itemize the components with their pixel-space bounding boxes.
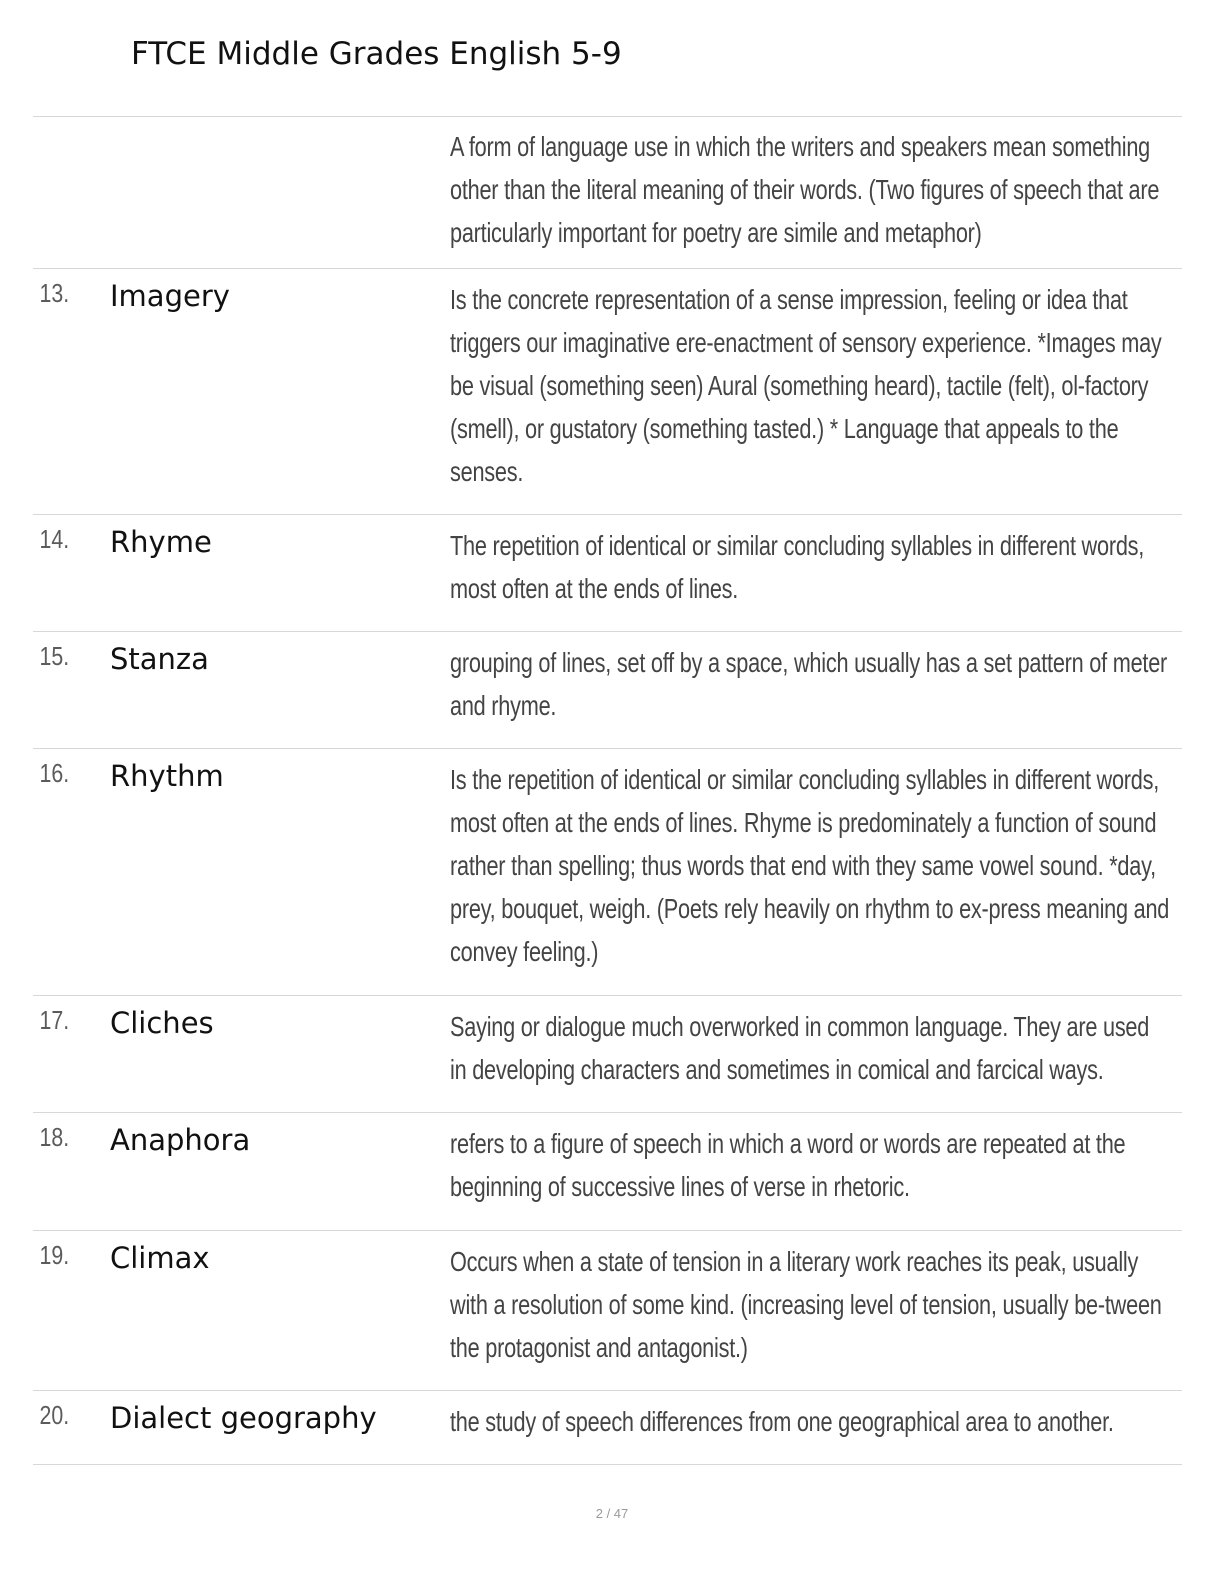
- entry-term: Anaphora: [110, 1123, 251, 1157]
- table-row: [33, 116, 1182, 268]
- table-row: [33, 514, 1182, 631]
- entry-definition-text: Occurs when a state of tension in a literary work reaches its peak, usually with a resolution of some kind. (increasing level of tension, usually be-tween the protagonist and antagonist.): [450, 1246, 1162, 1363]
- entry-definition: [450, 758, 1190, 995]
- entry-number: 14.: [39, 524, 70, 554]
- entry-definition-text: the study of speech differences from one geographical area to another.: [450, 1406, 1114, 1437]
- entry-number: 19.: [39, 1240, 70, 1270]
- entry-number: 18.: [39, 1122, 70, 1152]
- entry-definition: [450, 1400, 1190, 1464]
- entry-definition-text: Saying or dialogue much overworked in common language. They are used in developing characters and sometimes in comical and farcical ways.: [450, 1011, 1150, 1085]
- entry-definition: [450, 1122, 1190, 1230]
- entry-definition: [450, 125, 1190, 268]
- entry-definition: [450, 641, 1190, 748]
- document-title: FTCE Middle Grades English 5-9: [131, 36, 622, 72]
- entry-term: Climax: [110, 1241, 210, 1275]
- entry-definition-text: The repetition of identical or similar concluding syllables in different words, most often at the ends of lines.: [450, 530, 1145, 604]
- entry-term: Imagery: [110, 279, 230, 313]
- entry-term: [110, 125, 450, 268]
- entry-definition: [450, 1005, 1190, 1112]
- entry-number: 20.: [39, 1400, 70, 1430]
- entry-number: [33, 125, 96, 268]
- entry-definition: [450, 278, 1190, 514]
- entry-definition: [450, 1240, 1190, 1390]
- entry-term: Rhyme: [110, 525, 212, 559]
- table-row: [33, 268, 1182, 514]
- entry-number: 17.: [39, 1005, 70, 1035]
- entry-definition-text: Is the repetition of identical or similar concluding syllables in different words, most often at the ends of lines. Rhyme is predominately a function of sound rather than spelling; thus words that end with they same vowel sound. *day, prey, bouquet, weigh. (Poets rely heavily on rhythm to ex-press meaning and convey feeling.): [450, 764, 1170, 967]
- entry-number: 16.: [39, 758, 70, 788]
- entry-term: Stanza: [110, 642, 209, 676]
- glossary-table: [33, 116, 1182, 1465]
- entry-number: 15.: [39, 641, 70, 671]
- page-indicator: 2 / 47: [595, 1506, 629, 1521]
- entry-number: 13.: [39, 278, 70, 308]
- entry-term: Rhythm: [110, 759, 224, 793]
- entry-term: Cliches: [110, 1006, 214, 1040]
- table-row: [33, 995, 1182, 1112]
- table-row: [33, 1390, 1182, 1465]
- entry-definition-text: grouping of lines, set off by a space, which usually has a set pattern of meter and rhyme.: [450, 647, 1168, 721]
- table-row: [33, 631, 1182, 748]
- entry-term: Dialect geography: [110, 1401, 377, 1435]
- entry-definition-text: refers to a figure of speech in which a word or words are repeated at the beginning of successive lines of verse in rhetoric.: [450, 1128, 1126, 1202]
- table-row: [33, 748, 1182, 995]
- table-row: [33, 1230, 1182, 1390]
- entry-definition: [450, 524, 1190, 631]
- table-row: [33, 1112, 1182, 1230]
- entry-definition-text: A form of language use in which the writers and speakers mean something other than the literal meaning of their words. (Two figures of speech that are particularly important for poetry are simile and metaphor): [450, 131, 1160, 248]
- entry-definition-text: Is the concrete representation of a sense impression, feeling or idea that triggers our imaginative ere-enactment of sensory experience. *Images may be visual (something seen) Aural (something heard), tactile (felt), ol-factory (smell), or gustatory (something tasted.) * Language that appeals to the senses.: [450, 284, 1162, 487]
